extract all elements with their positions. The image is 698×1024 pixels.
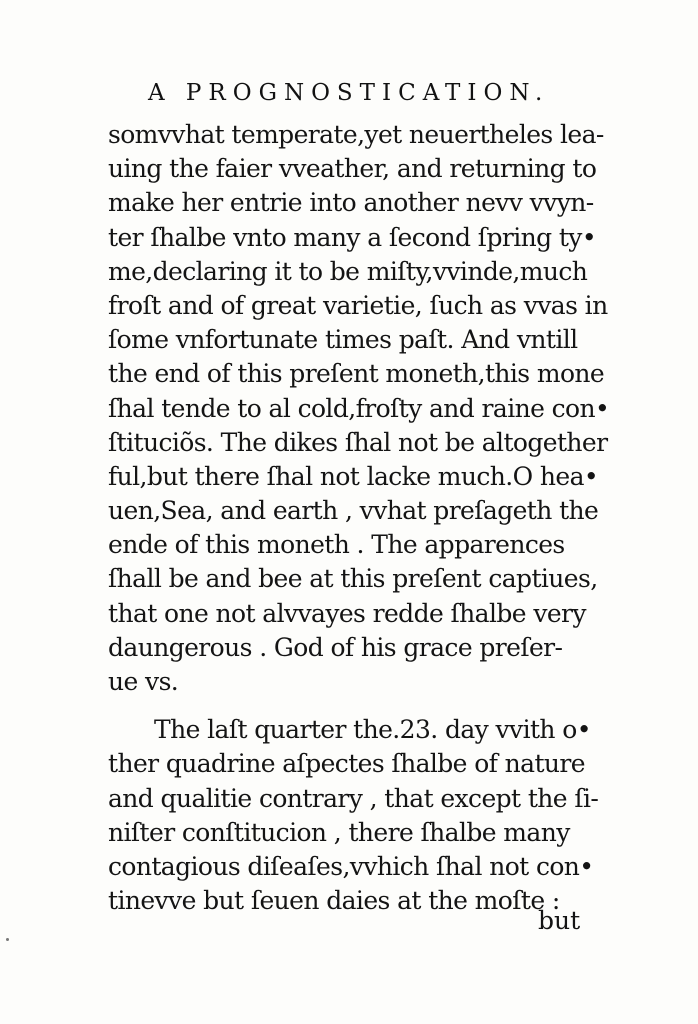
text-line: ue vs. <box>108 667 179 696</box>
text-line: ſhall be and bee at this preſent captiues, <box>108 564 598 594</box>
text-line: ther quadrine aſpectes ſhalbe of nature <box>108 749 585 779</box>
text-line: ſhal tende to al cold,froſty and raine con• <box>108 393 610 423</box>
text-line: somvvhat temperate,yet neuertheles lea- <box>108 120 604 149</box>
text-line: make her entrie into another nevv vvyn- <box>108 188 594 218</box>
running-head: A PROGNOSTICATION. <box>148 80 550 106</box>
text-line: The laſt quarter the.23. day vvith o• <box>154 715 591 745</box>
text-line: daungerous . God of his grace preſer- <box>108 632 563 662</box>
text-line: me,declaring it to be miſty,vvinde,much <box>108 256 588 286</box>
text-line: niſter conſtitucion , there ſhalbe many <box>108 817 570 847</box>
margin-speck <box>6 938 9 941</box>
text-line: ſome vnfortunate times paſt. And vntill <box>108 325 578 355</box>
text-line: ful,but there ſhal not lacke much.O hea• <box>108 461 599 491</box>
text-line: that one not alvvayes redde ſhalbe very <box>108 598 586 628</box>
text-line: ende of this moneth . The apparences <box>108 530 565 560</box>
text-line: the end of this preſent moneth,this mone <box>108 359 605 389</box>
text-line: contagious diſeaſes,vvhich ſhal not con• <box>108 851 594 881</box>
text-line: tinevve but ſeuen daies at the moſte : <box>108 886 560 916</box>
text-line: froſt and of great varietie, ſuch as vvas in <box>108 290 608 320</box>
catchword: but <box>538 906 581 935</box>
body-text <box>108 118 608 918</box>
text-line: uing the faier vveather, and returning to <box>108 154 597 184</box>
text-line: and qualitie contrary , that except the ſi- <box>108 783 599 813</box>
text-line: ſtituciõs. The dikes ſhal not be altogether <box>108 427 608 457</box>
text-line: uen,Sea, and earth , vvhat preſageth the <box>108 496 599 526</box>
text-line: ter ſhalbe vnto many a ſecond ſpring ty• <box>108 222 596 252</box>
